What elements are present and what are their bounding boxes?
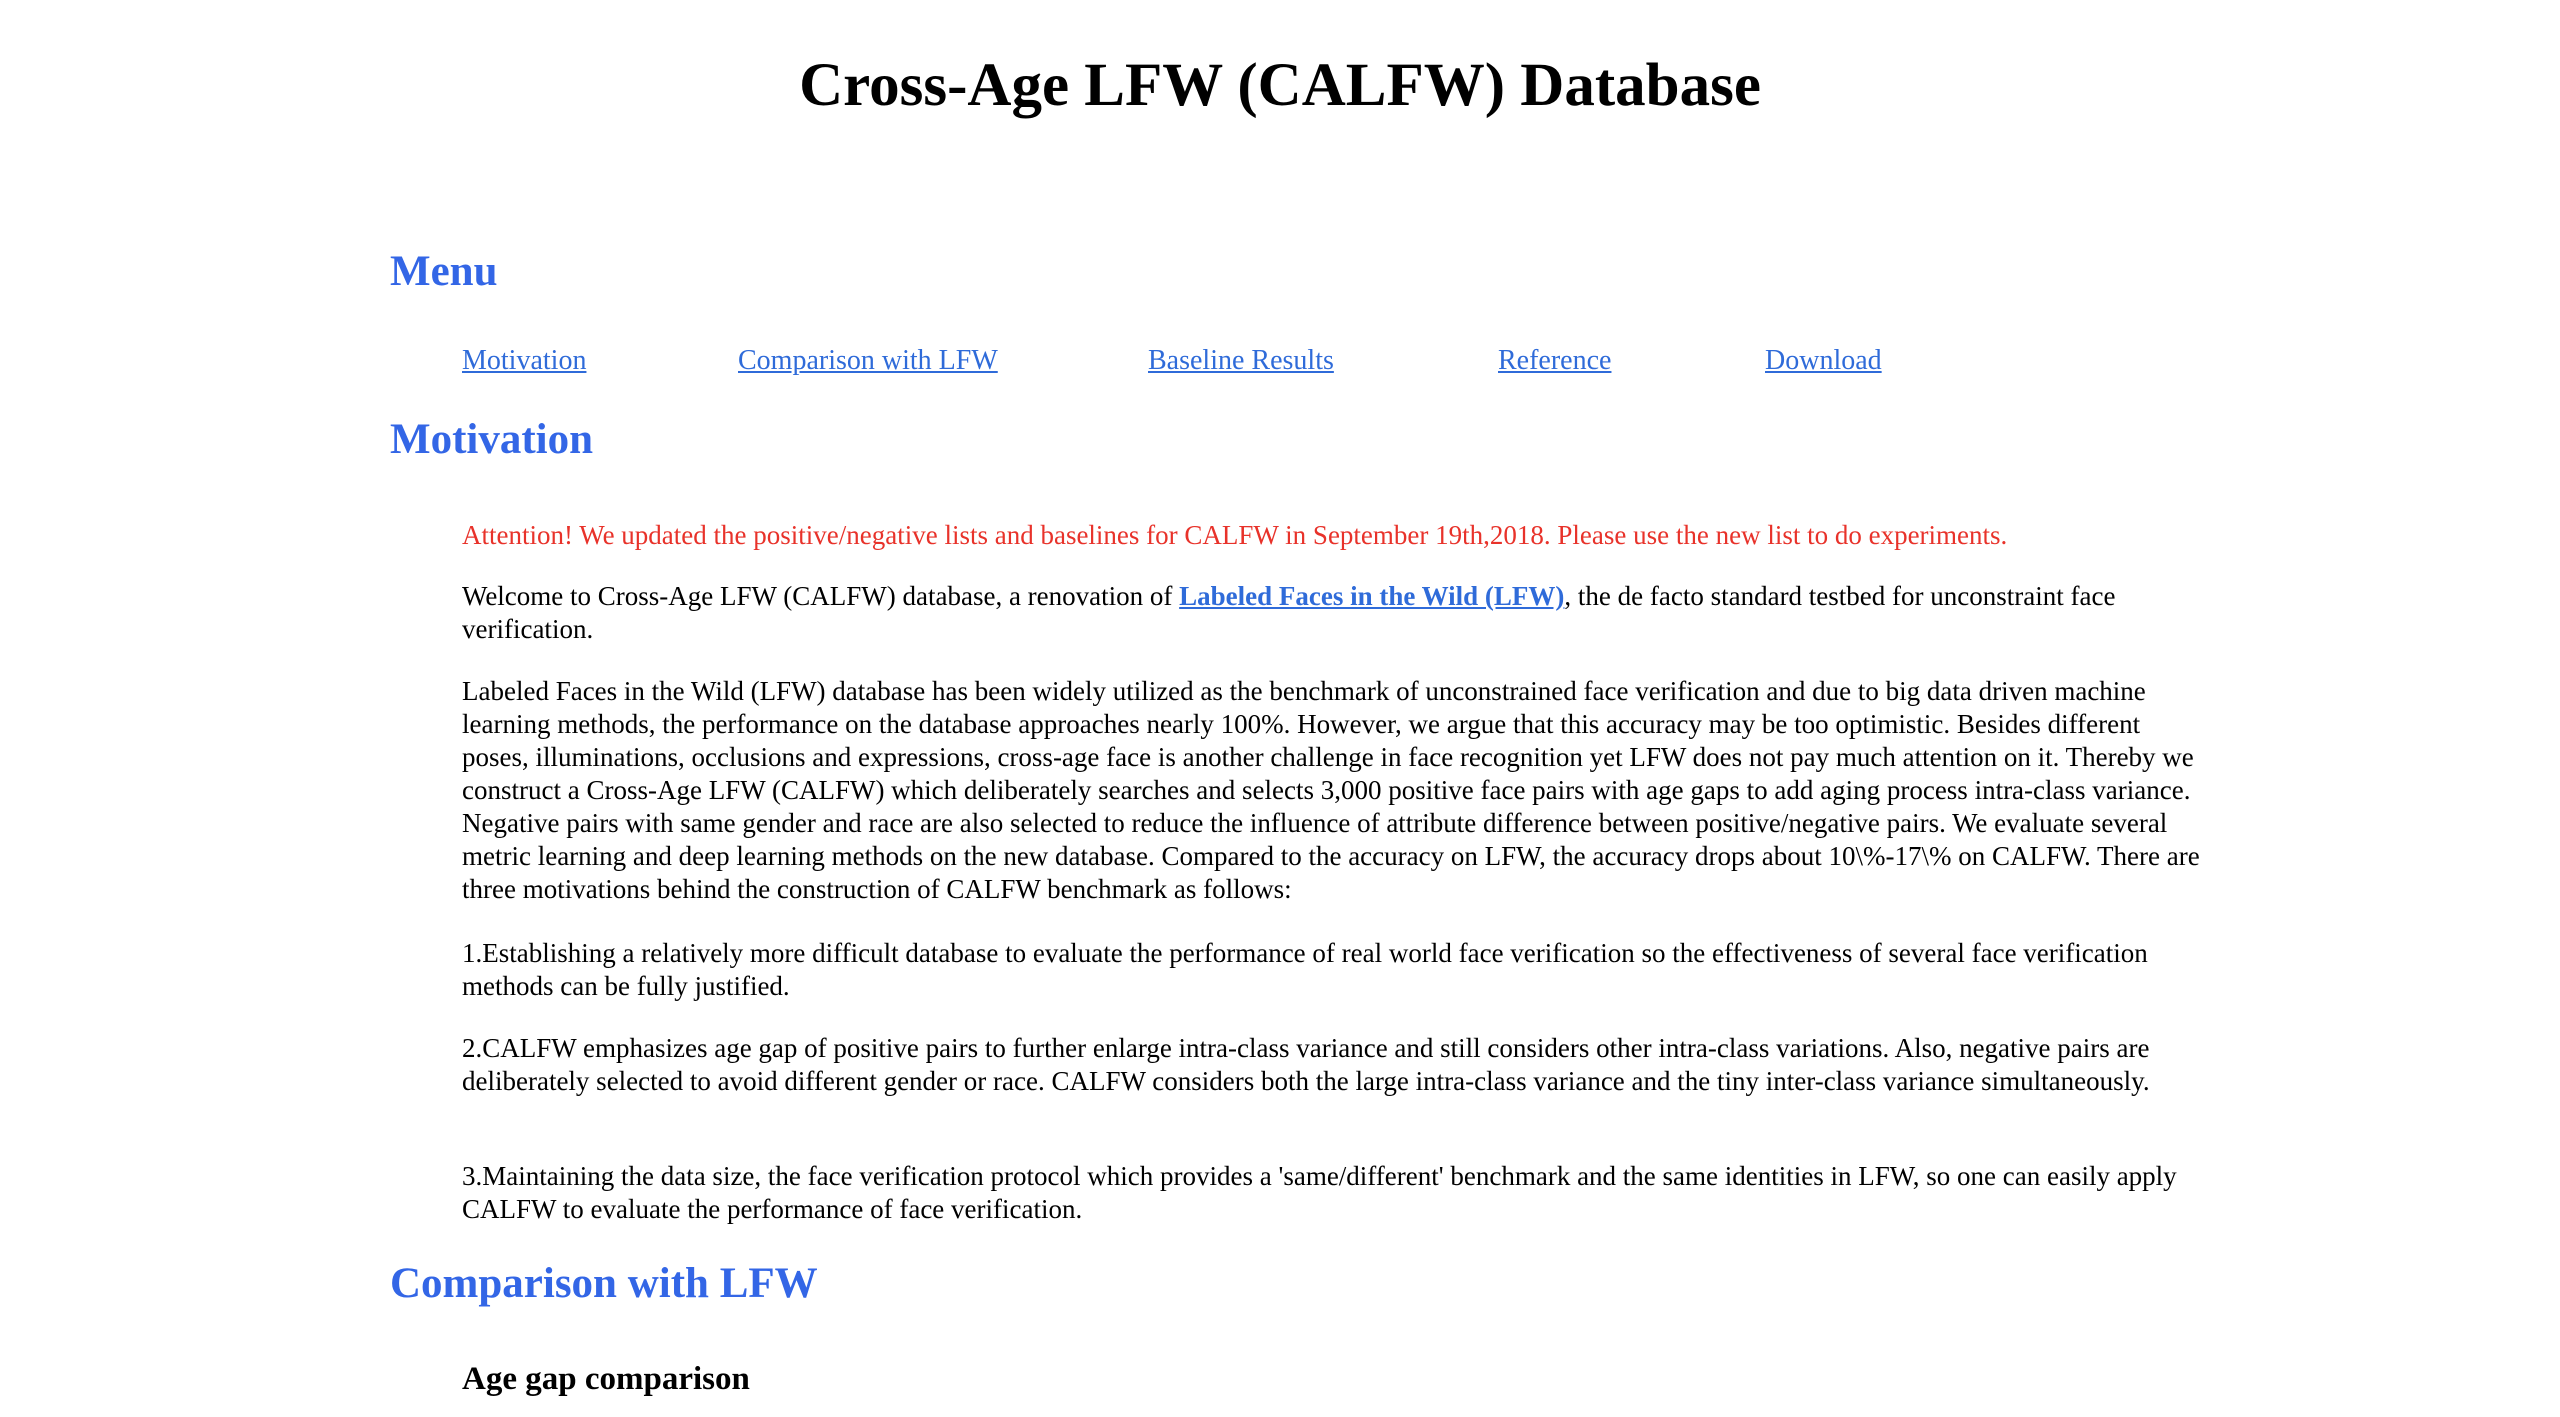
- comparison-heading: Comparison with LFW: [390, 1260, 818, 1307]
- welcome-paragraph: [462, 580, 2202, 646]
- menu-link-reference[interactable]: Reference: [1498, 345, 1612, 376]
- age-gap-subheading: Age gap comparison: [462, 1361, 750, 1397]
- menu-link-comparison[interactable]: Comparison with LFW: [738, 345, 998, 376]
- menu-link-motivation[interactable]: Motivation: [462, 345, 587, 376]
- menu-link-baseline-results[interactable]: Baseline Results: [1148, 345, 1334, 376]
- welcome-text-after: , the de facto standard testbed for unconstraint face verification.: [462, 581, 2116, 644]
- menu-heading: Menu: [390, 248, 498, 295]
- motivation-point-2: 2.CALFW emphasizes age gap of positive pairs to further enlarge intra-class variance and still considers other intra-class variations. Also, negative pairs are deliberately selected to avoid different gender or race. CALFW considers both the large intra-class variance and the tiny inter-class variance simultaneously.: [462, 1033, 2150, 1096]
- menu-link-download[interactable]: Download: [1765, 345, 1882, 376]
- lfw-paragraph: Labeled Faces in the Wild (LFW) database has been widely utilized as the benchmark of unconstrained face verification and due to big data driven machine learning methods, the performance on the database approaches nearly 100%. However, we argue that this accuracy may be too optimistic. Besides different poses, illuminations, occlusions and expressions, cross-age face is another challenge in face recognition yet LFW does not pay much attention on it. Thereby we construct a Cross-Age LFW (CALFW) which deliberately searches and selects 3,000 positive face pairs with age gaps to add aging process intra-class variance. Negative pairs with same gender and race are also selected to reduce the influence of attribute difference between positive/negative pairs. We evaluate several metric learning and deep learning methods on the new database. Compared to the accuracy on LFW, the accuracy drops about 10\%-17\% on CALFW. There are three motivations behind the construction of CALFW benchmark as follows:: [462, 676, 2200, 904]
- welcome-text-before: Welcome to Cross-Age LFW (CALFW) database, a renovation of: [462, 581, 1180, 611]
- motivation-heading: Motivation: [390, 416, 594, 463]
- motivation-point-1: 1.Establishing a relatively more difficult database to evaluate the performance of real world face verification so the effectiveness of several face verification methods can be fully justified.: [462, 938, 2148, 1001]
- lfw-link[interactable]: Labeled Faces in the Wild (LFW): [1179, 581, 1565, 611]
- motivation-point-3: 3.Maintaining the data size, the face verification protocol which provides a 'same/different' benchmark and the same identities in LFW, so one can easily apply CALFW to evaluate the performance of face verification.: [462, 1161, 2177, 1224]
- page-title: Cross-Age LFW (CALFW) Database: [799, 52, 1761, 119]
- attention-notice: Attention! We updated the positive/negative lists and baselines for CALFW in September 19th,2018. Please use the new list to do experiments.: [462, 520, 2008, 550]
